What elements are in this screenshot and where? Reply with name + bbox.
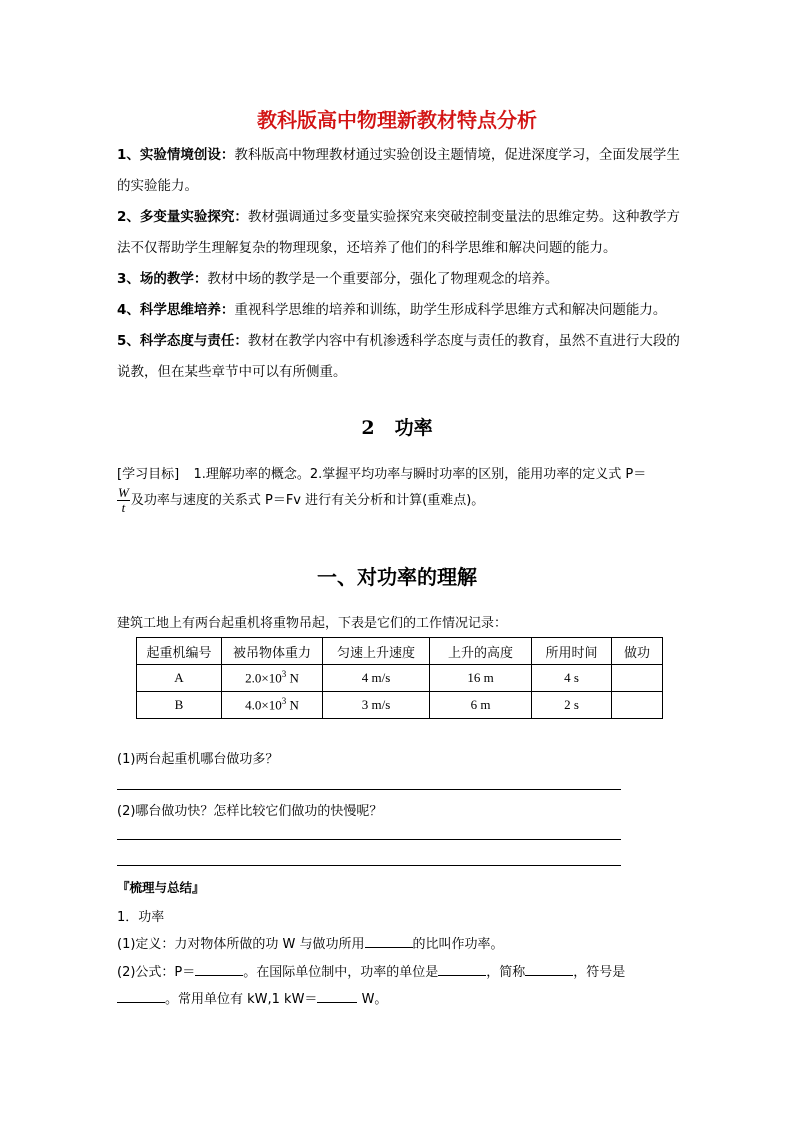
goal-label: [学习目标] — [117, 467, 180, 482]
answer-line — [117, 789, 621, 790]
feature-5 — [117, 326, 687, 388]
answer-line — [117, 865, 621, 866]
feature-5-text: 教材在教学内容中有机渗透科学态度与责任的教育，虽然不直进行大段的说教，但在某些章节中可以有所侧重。 — [117, 333, 680, 380]
feature-2-num: 2、 — [117, 209, 140, 225]
feature-2 — [117, 202, 687, 264]
formula-line — [117, 961, 687, 980]
table-header-cell: 所用时间 — [532, 638, 612, 665]
formula-mid2: ，简称 — [486, 965, 526, 980]
feature-4 — [117, 295, 687, 326]
work-cell — [612, 692, 663, 719]
feature-5-head: 科学态度与责任： — [139, 333, 248, 349]
definition-post: 的比叫作功率。 — [412, 937, 504, 952]
feature-3 — [117, 264, 687, 295]
feature-3-head: 场的教学： — [139, 271, 208, 287]
goal-text-2: 及功率与速度的关系式 P＝Fv 进行有关分析和计算(重难点)。 — [130, 493, 485, 508]
table-header-cell: 匀速上升速度 — [323, 638, 430, 665]
section-1-title: 一、对功率的理解 — [317, 565, 477, 589]
crane-table — [136, 637, 663, 719]
fraction-numerator: W — [118, 485, 129, 500]
height-cell: 16 m — [430, 665, 532, 692]
learning-goals-line-2 — [117, 486, 687, 515]
blank-field — [438, 963, 486, 976]
formula-line2: 。常用单位有 kW,1 kW＝ — [165, 992, 318, 1007]
table-header-cell: 上升的高度 — [430, 638, 532, 665]
summary-item-title: 1．功率 — [117, 910, 165, 925]
feature-1 — [117, 140, 687, 202]
feature-1-text: 教科版高中物理教材通过实验创设主题情境，促进深度学习，全面发展学生的实验能力。 — [117, 147, 680, 194]
feature-2-text: 教材强调通过多变量实验探究来突破控制变量法的思维定势。这种教学方法不仅帮助学生理解复杂的物理现象，还培养了他们的科学思维和解决问题的能力。 — [117, 209, 680, 256]
blank-field — [317, 990, 357, 1003]
blank-field — [365, 935, 413, 948]
weight-cell: $4.0\times 10^3$ N — [222, 692, 323, 719]
feature-4-head: 科学思维培养： — [139, 302, 235, 318]
time-cell: 2 s — [532, 692, 612, 719]
blank-field — [525, 963, 573, 976]
formula-line-2 — [117, 988, 687, 1007]
feature-2-head: 多变量实验探究： — [139, 209, 248, 225]
feature-1-num: 1、 — [117, 147, 140, 163]
height-cell: 6 m — [430, 692, 532, 719]
fraction-denominator: t — [121, 500, 126, 515]
lesson-number: 2 — [361, 417, 375, 439]
table-header-row — [137, 638, 663, 665]
blank-field — [117, 990, 165, 1003]
feature-1-head: 实验情境创设： — [139, 147, 235, 163]
question-2: (2)哪台做功快？怎样比较它们做功的快慢呢？ — [117, 804, 383, 819]
answer-line — [117, 839, 621, 840]
formula-mid1: 。在国际单位制中，功率的单位是 — [243, 965, 439, 980]
definition-pre: (1)定义：力对物体所做的功 W 与做功所用 — [117, 937, 365, 952]
table-header-cell: 做功 — [612, 638, 663, 665]
table-row — [137, 692, 663, 719]
blank-field — [195, 963, 243, 976]
formula-mid3: ，符号是 — [573, 965, 626, 980]
weight-cell: $2.0\times 10^3$ N — [222, 665, 323, 692]
lesson-heading — [0, 413, 794, 440]
crane-id: B — [137, 692, 222, 719]
definition-line — [117, 933, 687, 952]
feature-3-num: 3、 — [117, 271, 140, 287]
feature-3-text: 教材中场的教学是一个重要部分，强化了物理观念的培养。 — [207, 271, 559, 287]
speed-cell: 3 m/s — [323, 692, 430, 719]
question-1: (1)两台起重机哪台做功多？ — [117, 752, 279, 767]
table-header-cell: 起重机编号 — [137, 638, 222, 665]
work-cell — [612, 665, 663, 692]
feature-4-num: 4、 — [117, 302, 140, 318]
table-header-cell: 被吊物体重力 — [222, 638, 323, 665]
goal-text-1: 1.理解功率的概念。2.掌握平均功率与瞬时功率的区别，能用功率的定义式 P＝ — [193, 467, 647, 482]
document-title: 教科版高中物理新教材特点分析 — [257, 108, 537, 132]
learning-goals-line-1 — [117, 463, 687, 482]
time-cell: 4 s — [532, 665, 612, 692]
speed-cell: 4 m/s — [323, 665, 430, 692]
crane-id: A — [137, 665, 222, 692]
feature-5-num: 5、 — [117, 333, 140, 349]
lesson-title: 功率 — [394, 417, 433, 439]
formula-pre: (2)公式：P＝ — [117, 965, 196, 980]
formula-end: W。 — [357, 992, 388, 1007]
section-1-intro: 建筑工地上有两台起重机将重物吊起，下表是它们的工作情况记录： — [117, 616, 508, 631]
power-fraction — [117, 486, 130, 515]
table-row — [137, 665, 663, 692]
summary-label: 『梳理与总结』 — [117, 880, 205, 895]
feature-4-text: 重视科学思维的培养和训练，助学生形成科学思维方式和解决问题能力。 — [234, 302, 667, 318]
